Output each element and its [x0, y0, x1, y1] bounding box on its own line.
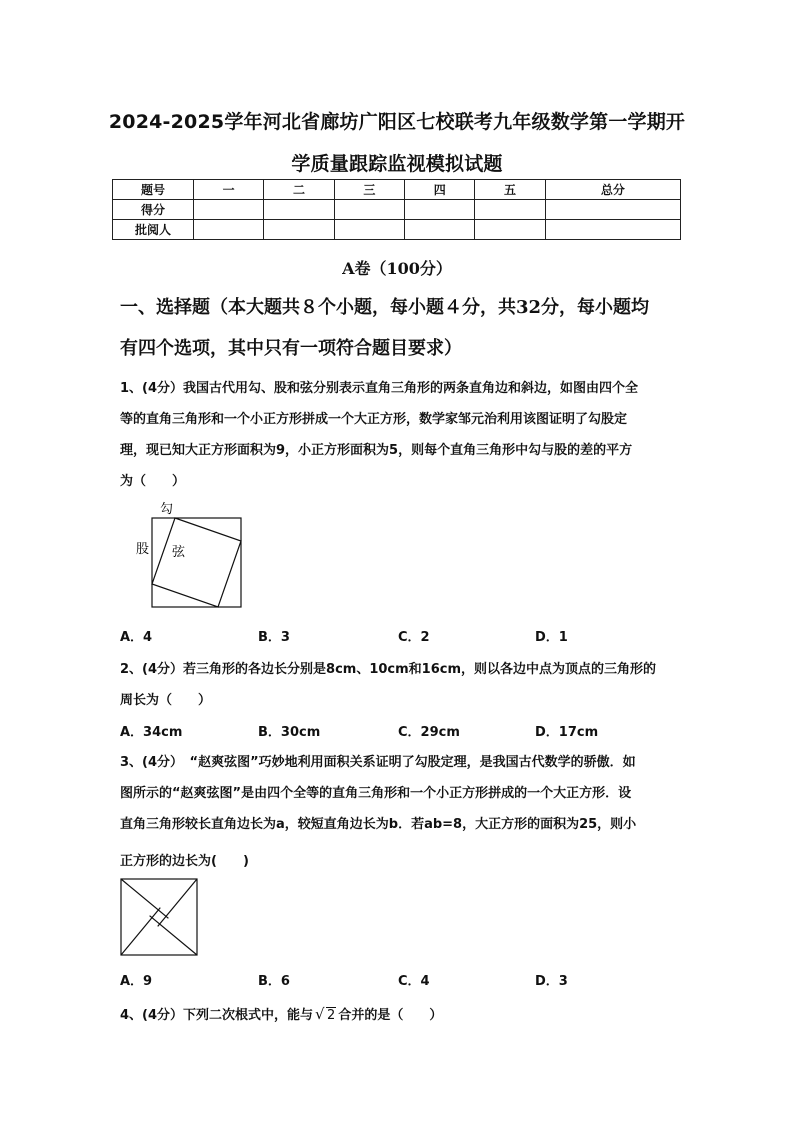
outer-square [152, 518, 241, 607]
triangle-edge [121, 908, 160, 955]
score-table [112, 179, 681, 240]
label-gu: 股 [136, 542, 150, 557]
score-cell[interactable] [545, 200, 680, 220]
question-3-line: 直角三角形较长直角边长为a，较短直角边长为b．若ab=8，大正方形的面积为25，则小 [120, 817, 637, 832]
zhao-shuang-figure [119, 877, 199, 957]
score-cell[interactable] [334, 220, 404, 240]
radicand: 2 [327, 1008, 336, 1023]
option-d[interactable]: D．1 [535, 630, 568, 645]
score-table-row [113, 220, 681, 240]
score-cell[interactable] [405, 220, 475, 240]
outer-square [121, 879, 197, 955]
question-2-line: 2、(4分）若三角形的各边长分别是8cm、10cm和16cm，则以各边中点为顶点的三角形的 [120, 662, 657, 677]
exam-title-line1: 2024-2025学年河北省廊坊广阳区七校联考九年级数学第一学期开 [108, 111, 686, 133]
triangle-edge [158, 879, 197, 926]
header-cell: 总分 [545, 180, 680, 200]
question-3-line: 3、(4分） “赵爽弦图”巧妙地利用面积关系证明了勾股定理，是我国古代数学的骄傲．如 [120, 755, 636, 770]
option-b[interactable]: B．3 [258, 630, 290, 645]
option-b[interactable]: B．6 [258, 974, 290, 989]
header-cell: 五 [475, 180, 545, 200]
header-cell: 四 [405, 180, 475, 200]
header-cell: 一 [194, 180, 264, 200]
row-label: 批阅人 [113, 220, 194, 240]
header-cell: 二 [264, 180, 334, 200]
section-heading-line2: 有四个选项，其中只有一项符合题目要求） [120, 338, 462, 359]
question-4-line [120, 1005, 680, 1027]
score-cell[interactable] [194, 200, 264, 220]
option-c[interactable]: C．2 [398, 630, 430, 645]
option-a[interactable]: A．4 [120, 630, 153, 645]
score-cell[interactable] [194, 220, 264, 240]
question-3-line: 正方形的边长为( ) [120, 854, 249, 869]
label-xian: 弦 [172, 545, 186, 560]
score-cell[interactable] [475, 200, 545, 220]
question-4-text-after: 合并的是（ ） [338, 1008, 443, 1023]
question-1-line: 1、(4分）我国古代用勾、股和弦分别表示直角三角形的两条直角边和斜边，如图由四个全 [120, 381, 639, 396]
pythagoras-square-figure [130, 496, 250, 612]
option-c[interactable]: C．29cm [398, 725, 460, 740]
exam-title-line2: 学质量跟踪监视模拟试题 [291, 153, 503, 175]
option-c[interactable]: C．4 [398, 974, 430, 989]
inner-tilted-square [152, 518, 241, 607]
score-cell[interactable] [264, 220, 334, 240]
score-cell[interactable] [405, 200, 475, 220]
score-cell[interactable] [475, 220, 545, 240]
option-d[interactable]: D．17cm [535, 725, 599, 740]
score-table-header-row [113, 180, 681, 200]
option-a[interactable]: A．9 [120, 974, 153, 989]
section-heading-line1: 一、选择题（本大题共８个小题，每小题４分，共32分，每小题均 [120, 297, 650, 318]
triangle-edge [121, 879, 168, 918]
score-table-row [113, 200, 681, 220]
score-cell[interactable] [545, 220, 680, 240]
row-label: 得分 [113, 200, 194, 220]
score-cell[interactable] [264, 200, 334, 220]
question-1-line: 为（ ） [120, 474, 186, 489]
label-gou: 勾 [160, 502, 174, 517]
question-1-line: 理，现已知大正方形面积为9，小正方形面积为5，则每个直角三角形中勾与股的差的平方 [120, 443, 633, 458]
question-3-line: 图所示的“赵爽弦图”是由四个全等的直角三角形和一个小正方形拼成的一个大正方形．设 [120, 786, 632, 801]
triangle-edge [150, 916, 197, 955]
paper-a-heading: A卷（100分） [342, 259, 452, 278]
option-d[interactable]: D．3 [535, 974, 568, 989]
question-2-line: 周长为（ ） [120, 693, 212, 708]
header-cell: 三 [334, 180, 404, 200]
option-a[interactable]: A．34cm [120, 725, 183, 740]
header-cell: 题号 [113, 180, 194, 200]
radical-sign-icon: √ [315, 1005, 325, 1023]
option-b[interactable]: B．30cm [258, 725, 321, 740]
sqrt-expression [315, 1005, 336, 1027]
score-cell[interactable] [334, 200, 404, 220]
question-1-line: 等的直角三角形和一个小正方形拼成一个大正方形，数学家邹元治利用该图证明了勾股定 [120, 412, 628, 427]
question-4-text-before: 4、(4分）下列二次根式中，能与 [120, 1008, 314, 1023]
